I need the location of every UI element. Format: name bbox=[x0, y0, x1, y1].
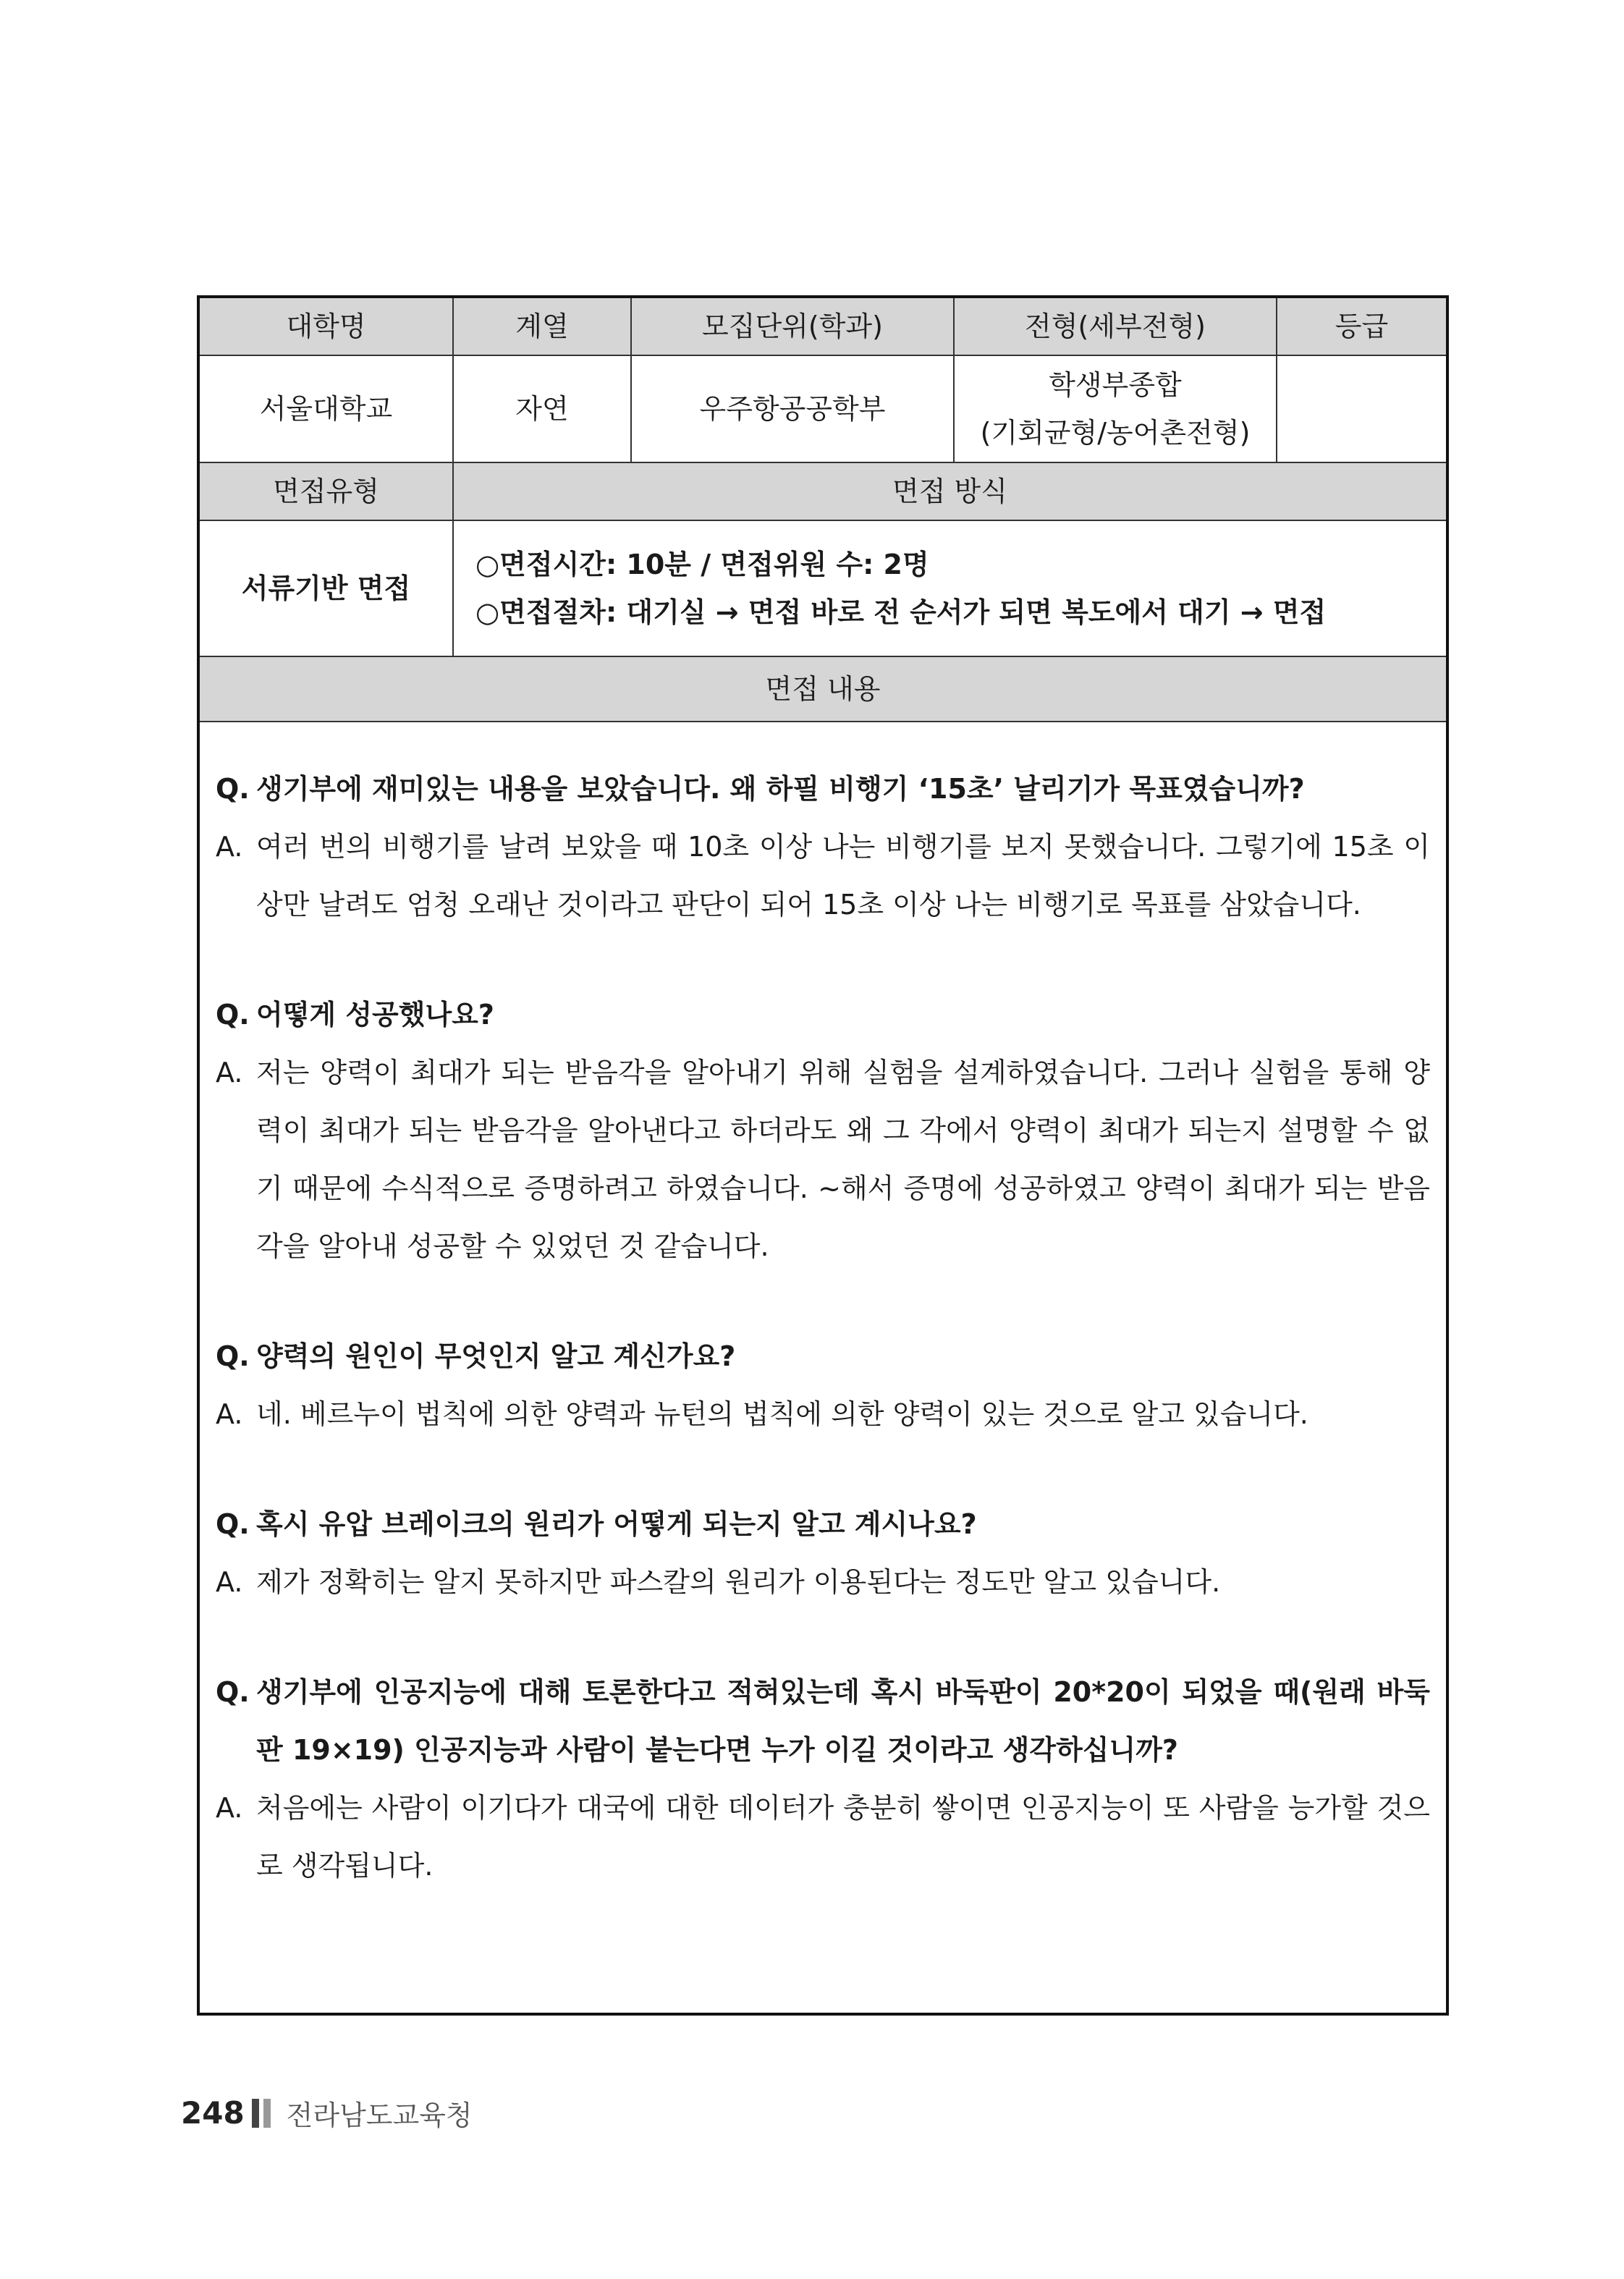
question bbox=[216, 986, 1430, 1044]
organization-name: 전라남도교육청 bbox=[286, 2100, 473, 2131]
question-text: 생기부에 재미있는 내용을 보았습니다. 왜 하필 비행기 ‘15초’ 날리기가 목표였습니까? bbox=[256, 773, 1305, 805]
answer-prefix: A. bbox=[216, 1398, 243, 1430]
qa-item bbox=[216, 1663, 1430, 1895]
page-footer bbox=[181, 2093, 473, 2133]
answer-prefix: A. bbox=[216, 1566, 243, 1598]
admission-type-line1: 학생부종합 bbox=[1049, 368, 1182, 401]
answer bbox=[216, 1385, 1430, 1443]
interview-time-line: ○면접시간: 10분 / 면접위원 수: 2명 bbox=[475, 548, 929, 580]
answer bbox=[216, 1044, 1430, 1275]
answer-text: 저는 양력이 최대가 되는 받음각을 알아내기 위해 실험을 설계하였습니다. 그러나 실험을 통해 양력이 최대가 되는 받음각을 알아낸다고 하더라도 왜 그 각에서 양력이 최대가 되는지 설명할 수 없기 때문에 수식적으로 증명하려고 하였습니다. ~해서 증명에 성공하였고 양력이 최대가 되는 받음각을 알아내 성공할 수 있었던 것 같습니다. bbox=[256, 1057, 1430, 1262]
question-prefix: Q. bbox=[216, 1508, 250, 1540]
cell-university: 서울대학교 bbox=[200, 355, 453, 462]
content-header-row bbox=[200, 656, 1446, 722]
interview-method-cell bbox=[453, 520, 1446, 656]
question-text: 양력의 원인이 무엇인지 알고 계신가요? bbox=[256, 1340, 736, 1372]
qa-item bbox=[216, 1495, 1430, 1611]
question-prefix: Q. bbox=[216, 1676, 250, 1708]
header-grade: 등급 bbox=[1277, 298, 1446, 355]
question bbox=[216, 1495, 1430, 1553]
cell-grade bbox=[1277, 355, 1446, 462]
answer-text: 여러 번의 비행기를 날려 보았을 때 10초 이상 나는 비행기를 보지 못했습니다. 그렇기에 15초 이상만 날려도 엄청 오래난 것이라고 판단이 되어 15초 이상 나는 비행기로 목표를 삼았습니다. bbox=[256, 831, 1430, 921]
footer-bar-dark bbox=[252, 2099, 259, 2128]
header-admission-type: 전형(세부전형) bbox=[954, 298, 1277, 355]
qa-item bbox=[216, 760, 1430, 934]
admission-info-table bbox=[200, 298, 1446, 722]
header-university: 대학명 bbox=[200, 298, 453, 355]
question bbox=[216, 1663, 1430, 1779]
interview-record-sheet bbox=[197, 295, 1449, 2016]
answer-prefix: A. bbox=[216, 1057, 243, 1088]
answer-prefix: A. bbox=[216, 1792, 243, 1824]
question-prefix: Q. bbox=[216, 773, 250, 805]
question-text: 어떻게 성공했나요? bbox=[256, 999, 494, 1031]
interview-procedure-line: ○면접절차: 대기실 → 면접 바로 전 순서가 되면 복도에서 대기 → 면접 bbox=[475, 596, 1327, 628]
interview-content-label: 면접 내용 bbox=[200, 656, 1446, 722]
answer-text: 네. 베르누이 법칙에 의한 양력과 뉴턴의 법칙에 의한 양력이 있는 것으로 알고 있습니다. bbox=[256, 1398, 1308, 1430]
cell-track: 자연 bbox=[453, 355, 631, 462]
answer-text: 처음에는 사람이 이기다가 대국에 대한 데이터가 충분히 쌓이면 인공지능이 또 사람을 능가할 것으로 생각됩니다. bbox=[256, 1792, 1430, 1882]
interview-method-label: 면접 방식 bbox=[453, 462, 1446, 520]
answer-text: 제가 정확히는 알지 못하지만 파스칼의 원리가 이용된다는 정도만 알고 있습니다. bbox=[256, 1566, 1221, 1598]
interview-detail-row bbox=[200, 520, 1446, 656]
qa-item bbox=[216, 986, 1430, 1275]
interview-content bbox=[200, 722, 1446, 1895]
question bbox=[216, 760, 1430, 818]
question-prefix: Q. bbox=[216, 999, 250, 1031]
footer-bar-light bbox=[263, 2099, 271, 2128]
qa-item bbox=[216, 1327, 1430, 1443]
admission-type-line2: (기회균형/농어촌전형) bbox=[980, 417, 1251, 449]
table-header-row bbox=[200, 298, 1446, 355]
interview-header-row bbox=[200, 462, 1446, 520]
answer bbox=[216, 1779, 1430, 1895]
question-prefix: Q. bbox=[216, 1340, 250, 1372]
cell-admission-type bbox=[954, 355, 1277, 462]
answer bbox=[216, 818, 1430, 934]
cell-department: 우주항공공학부 bbox=[631, 355, 954, 462]
header-track: 계열 bbox=[453, 298, 631, 355]
page-number: 248 bbox=[181, 2095, 245, 2131]
table-row bbox=[200, 355, 1446, 462]
question bbox=[216, 1327, 1430, 1385]
question-text: 혹시 유압 브레이크의 원리가 어떻게 되는지 알고 계시나요? bbox=[256, 1508, 977, 1540]
answer bbox=[216, 1553, 1430, 1611]
question-text: 생기부에 인공지능에 대해 토론한다고 적혀있는데 혹시 바둑판이 20*20이 되었을 때(원래 바둑판 19×19) 인공지능과 사람이 붙는다면 누가 이길 것이라고 생각하십니까? bbox=[256, 1676, 1430, 1766]
interview-type-label: 면접유형 bbox=[200, 462, 453, 520]
interview-type-value: 서류기반 면접 bbox=[200, 520, 453, 656]
header-department: 모집단위(학과) bbox=[631, 298, 954, 355]
answer-prefix: A. bbox=[216, 831, 243, 863]
